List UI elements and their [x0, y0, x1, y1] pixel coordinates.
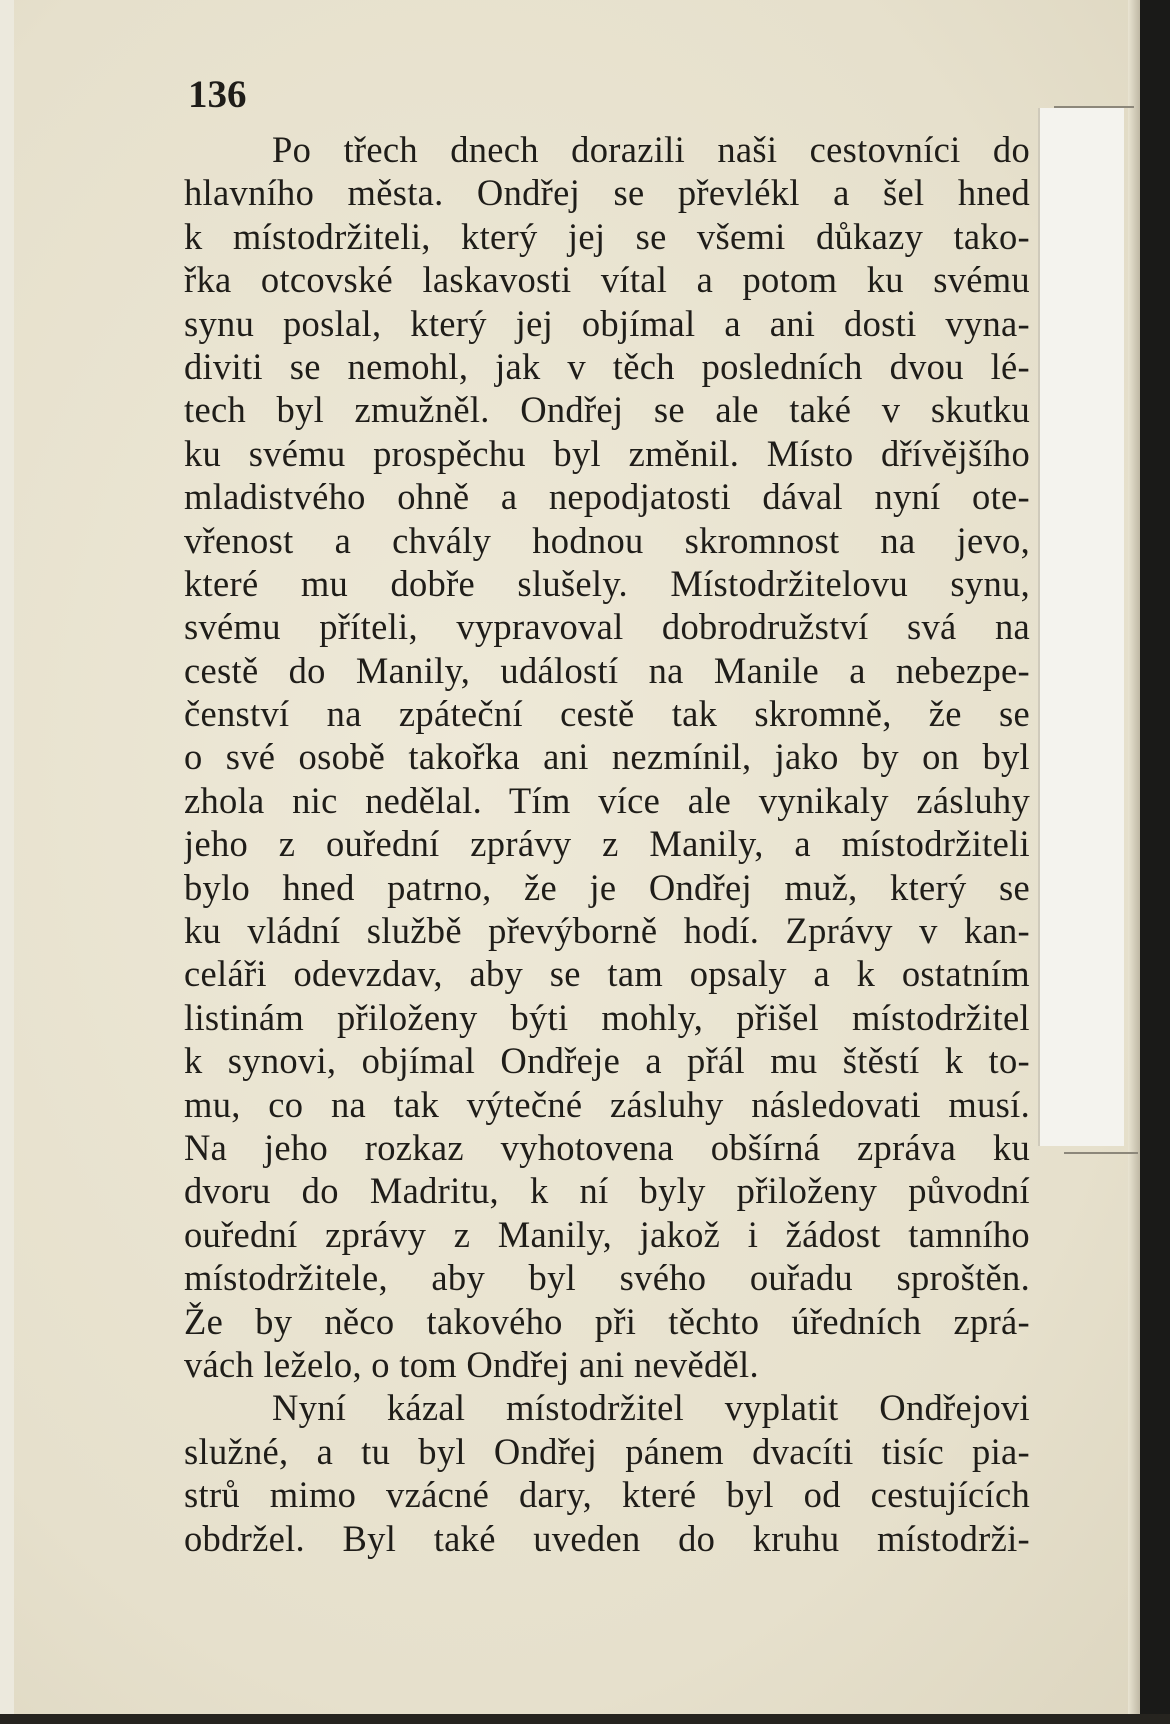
slip-bottom-line [1064, 1152, 1138, 1154]
text-line: celáři odevzdav, aby se tam opsaly a k ostatním [184, 953, 1030, 995]
text-line: hlavního města. Ondřej se převlékl a šel hned [184, 172, 1030, 214]
body-text [184, 128, 1030, 1560]
text-line: Že by něco takového při těchto úředních zprá- [184, 1300, 1030, 1342]
text-line: k místodržiteli, který jej se všemi důkazy tako- [184, 215, 1030, 257]
text-line: mladistvého ohně a nepodjatosti dával nyní ote- [184, 476, 1030, 518]
text-line: služné, a tu byl Ondřej pánem dvacíti tisíc pia- [184, 1430, 1030, 1472]
text-line: vách leželo, o tom Ondřej ani nevěděl. [184, 1343, 759, 1385]
text-line: strů mimo vzácné dary, které byl od cestujících [184, 1474, 1030, 1516]
text-line: diviti se nemohl, jak v těch posledních dvou lé- [184, 345, 1030, 387]
text-line: zhola nic nedělal. Tím více ale vynikaly zásluhy [184, 779, 1030, 821]
text-line: cestě do Manily, událostí na Manile a nebezpe- [184, 649, 1030, 691]
book-spine [1140, 0, 1170, 1724]
text-line: ku svému prospěchu byl změnil. Místo dřívějšího [184, 432, 1030, 474]
text-line: Po třech dnech dorazili naši cestovníci do [272, 129, 1030, 170]
text-line: Nyní kázal místodržitel vyplatit Ondřejovi [272, 1387, 1030, 1429]
text-line: čenství na zpáteční cestě tak skromně, že se [184, 693, 1030, 735]
text-line: které mu dobře slušely. Místodržitelovu synu, [184, 562, 1030, 604]
page-gutter-shadow [1128, 0, 1140, 1724]
text-line: listinám přiloženy býti mohly, přišel místodržitel [184, 996, 1030, 1038]
paper-slip [1038, 108, 1124, 1146]
text-line: synu poslal, který jej objímal a ani dosti vyna- [184, 302, 1030, 344]
text-line: jeho z ouřední zprávy z Manily, a místodržiteli [184, 823, 1030, 865]
text-line: dvoru do Madritu, k ní byly přiloženy původní [184, 1170, 1030, 1212]
scan-bottom-edge [0, 1714, 1170, 1724]
text-line: místodržitele, aby byl svého ouřadu sproštěn. [184, 1257, 1030, 1299]
text-line: svému příteli, vypravoval dobrodružství svá na [184, 606, 1030, 648]
text-line: bylo hned patrno, že je Ondřej muž, který se [184, 866, 1030, 908]
slip-top-line [1054, 106, 1134, 108]
text-line: ku vládní službě převýborně hodí. Zprávy v kan- [184, 910, 1030, 952]
text-line: mu, co na tak výtečné zásluhy následovati musí. [184, 1083, 1030, 1125]
text-line: k synovi, objímal Ondřeje a přál mu štěstí k to- [184, 1040, 1030, 1082]
text-line: řka otcovské laskavosti vítal a potom ku svému [184, 259, 1030, 301]
text-line: ouřední zprávy z Manily, jakož i žádost tamního [184, 1213, 1030, 1255]
text-line: Na jeho rozkaz vyhotovena obšírná zpráva ku [184, 1126, 1030, 1168]
text-line: o své osobě takořka ani nezmínil, jako by on byl [184, 736, 1030, 778]
page-number: 136 [188, 73, 247, 116]
text-line: obdržel. Byl také uveden do kruhu místodrži- [184, 1517, 1030, 1559]
text-line: tech byl zmužněl. Ondřej se ale také v skutku [184, 389, 1030, 431]
text-line: vřenost a chvály hodnou skromnost na jevo, [184, 519, 1030, 561]
